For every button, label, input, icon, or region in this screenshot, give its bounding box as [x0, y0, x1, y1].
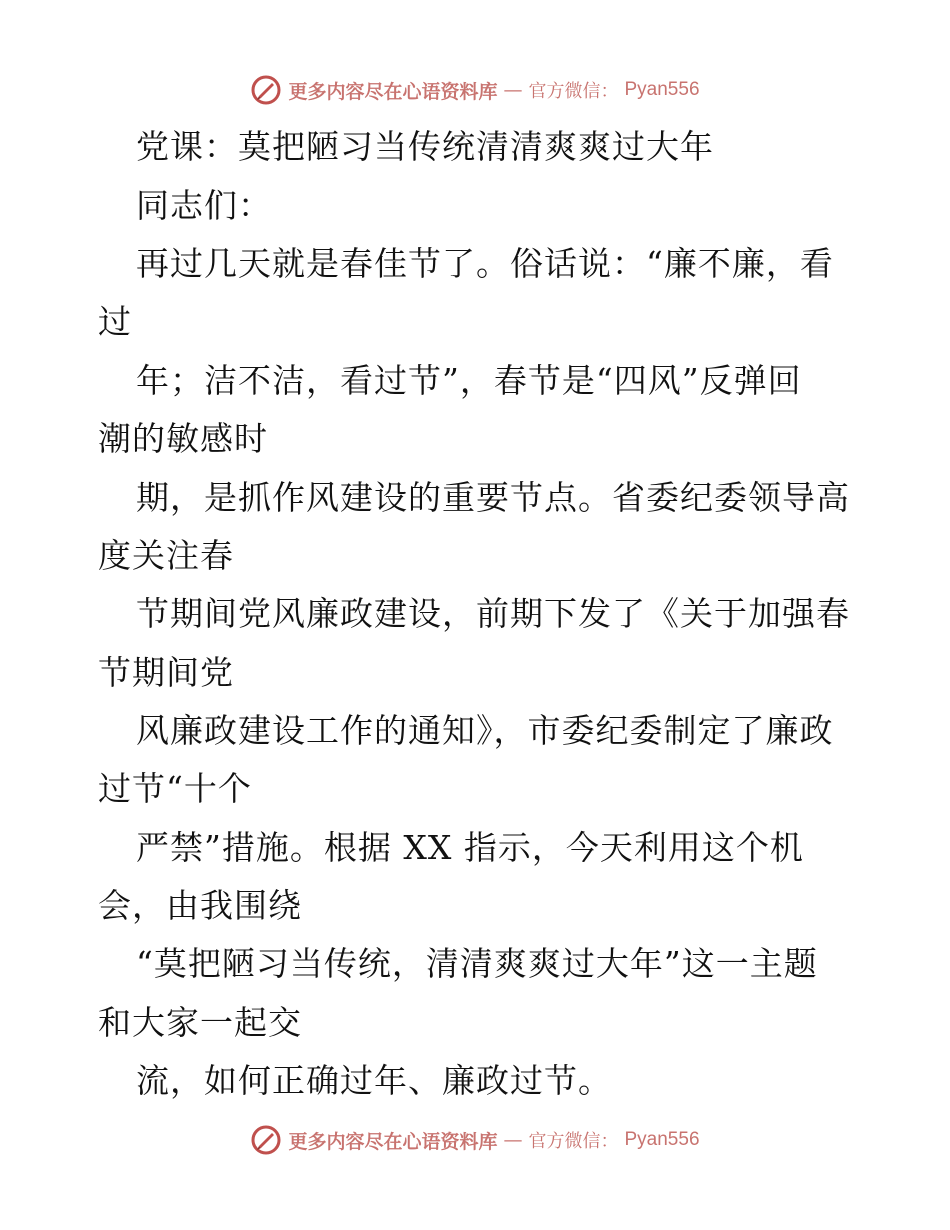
paragraph-line: 节期间党风廉政建设，前期下发了《关于加强春	[136, 594, 850, 633]
paragraph-line: 过节“十个	[98, 769, 252, 808]
footer-banner	[0, 1122, 950, 1158]
banner-dash: —	[503, 1129, 523, 1151]
paragraph-line: 再过几天就是春佳节了。俗话说：“廉不廉，看	[136, 244, 834, 283]
paragraph-line: 期，是抓作风建设的重要节点。省委纪委领导高	[136, 478, 850, 517]
banner-dash: —	[503, 79, 523, 101]
banner-wechat-id: Pyan556	[624, 79, 700, 100]
paragraph-line: 节期间党	[98, 653, 234, 692]
pen-logo-icon	[250, 1124, 282, 1156]
paragraph-line: 过	[98, 302, 132, 341]
paragraph-line: 潮的敏感时	[98, 419, 268, 458]
paragraph-line: 年；洁不洁，看过节”，春节是“四风”反弹回	[136, 361, 802, 400]
pen-logo-icon	[250, 74, 282, 106]
paragraph-line: 和大家一起交	[98, 1003, 302, 1042]
paragraph-line: 严禁”措施。根据 XX 指示，今天利用这个机	[136, 828, 804, 867]
banner-sub-text: 官方微信：	[528, 1131, 619, 1152]
banner-main-text: 更多内容尽在心语资料库	[288, 1130, 498, 1153]
paragraph-line: 会，由我围绕	[98, 886, 302, 925]
paragraph-line: 度关注春	[98, 536, 234, 575]
banner-main-text: 更多内容尽在心语资料库	[288, 80, 498, 103]
paragraph-line: 风廉政建设工作的通知》，市委纪委制定了廉政	[136, 711, 834, 750]
document-title: 党课：莫把陋习当传统清清爽爽过大年	[136, 127, 714, 166]
header-banner	[0, 72, 950, 108]
paragraph-line: “莫把陋习当传统，清清爽爽过大年”这一主题	[136, 944, 818, 983]
paragraph-line: 流，如何正确过年、廉政过节。	[136, 1061, 612, 1100]
banner-wechat-id: Pyan556	[624, 1129, 700, 1150]
banner-sub-text: 官方微信：	[528, 81, 619, 102]
salutation: 同志们：	[136, 186, 272, 225]
